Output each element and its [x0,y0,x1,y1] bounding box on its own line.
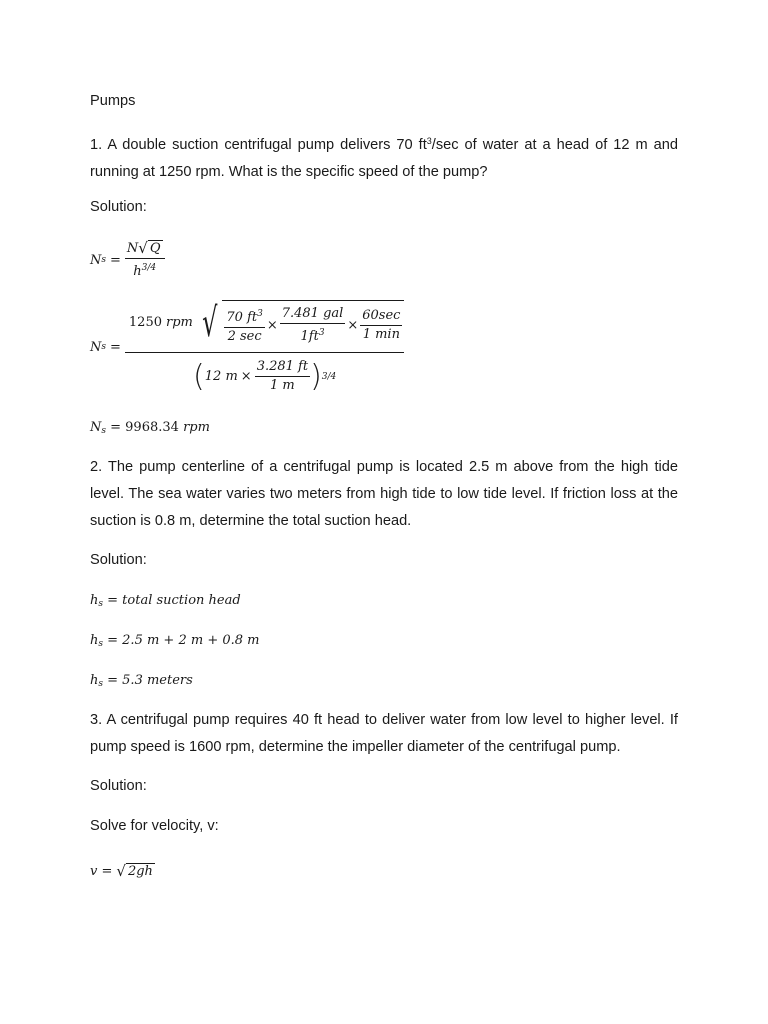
times-sign: × [266,317,278,333]
time-num: 60sec [360,308,402,326]
sqrt-symbol: √ 2gh [116,862,153,880]
eq-unit: rpm [183,420,210,435]
problem-2-equation-1 [90,587,241,618]
eq-lhs-sub: s [101,254,106,265]
eq-lhs: h [90,673,99,688]
problem-1-equation-1 [90,240,165,280]
eq-big-fraction [125,300,405,394]
problem-1-equation-3 [90,414,210,445]
sqrt-symbol: √ Q [138,239,161,257]
eq-lhs-sub: s [98,639,103,649]
fraction-flow [224,306,264,345]
problem-3-solution-label: Solution: [90,778,147,794]
eq-sign: = [110,339,121,355]
eq-rhs: = 2.5 m + 2 m + 0.8 m [107,633,260,648]
eq-lhs-sub: s [101,341,106,352]
eq-lhs: N [90,339,102,355]
eq-rhs: = 9968.34 [110,420,179,435]
problem-2-statement: 2. The pump centerline of a centrifugal pump is located 2.5 m above from the high tide level. The sea water varies two meters from high tide to low tide level. If friction loss at the suction is 0.8 m, determine the total suction head. [90,459,678,529]
problem-3-statement: 3. A centrifugal pump requires 40 ft head to deliver water from low level to higher level. If pump speed is 1600 rpm, determine the impeller diameter of the centrifugal pump. [90,712,678,755]
eq-denominator: h [133,264,142,279]
head-value: 12 m [204,368,238,384]
eq-lhs-sub: s [98,679,103,689]
time-den: 1 min [362,327,400,342]
eq-lhs: N [90,252,102,268]
eq-radicand: Q [149,241,161,256]
sqrt-symbol: √ $\frac{70 ft^3}{2 \sec}$ × $\frac{\text{7.481 gal}}{1ft^3}$ × $\frac{60\sec}{1 \min}$ [197,300,405,346]
flow-num: 70 ft [226,310,258,325]
problem-1-equation-2 [90,300,404,394]
eq-lhs-sub: s [101,426,106,436]
flow-den: 2 sec [227,329,262,344]
times-sign: × [347,317,359,333]
times-sign: × [240,368,252,384]
eq-rhs: = 5.3 meters [107,673,193,688]
flow-num-exp: 3 [257,309,263,319]
gal-num: 7.481 gal [280,306,346,324]
eq-lhs: h [90,633,99,648]
paren-exponent: 3/4 [321,371,337,382]
eq-rhs: = total suction head [107,593,241,608]
gal-den: 1ft [300,329,319,344]
close-paren: ) [310,358,322,394]
eq-radicand: 2gh [127,864,153,879]
open-paren: ( [193,358,205,394]
eq-fraction [125,240,165,280]
eq-lhs: N [90,420,102,435]
problem-3-equation-1 [90,858,155,885]
ft-num: 3.281 ft [255,359,310,377]
problem-1-statement [90,128,678,186]
eq-lhs: v = [90,864,113,879]
problem-1-text-sup: 3 [426,136,432,146]
page-title: Pumps [90,93,136,109]
eq-denominator-exp: 3/4 [141,263,157,273]
eq-sign: = [110,252,121,268]
eq-coefficient: 1250 [128,315,162,330]
m-den: 1 m [270,378,295,393]
problem-2-equation-2 [90,627,259,658]
fraction-ft-per-m [255,359,310,394]
eq-lhs: h [90,593,99,608]
problem-2-equation-3 [90,667,193,698]
problem-1-solution-label: Solution: [90,199,147,215]
problem-3-solve-text: Solve for velocity, v: [90,818,219,834]
eq-lhs-sub: s [98,599,103,609]
eq-numerator: N [126,241,139,256]
gal-den-exp: 3 [318,328,325,338]
fraction-time [360,308,402,343]
problem-1-text-a: 1. A double suction centrifugal pump delivers 70 ft [90,137,427,153]
eq-coefficient-unit: rpm [166,315,193,330]
problem-1-text-b: /sec of water at a head of 12 m and running at 1250 rpm. What is the specific speed of the pump? [90,137,678,180]
problem-2-solution-label: Solution: [90,552,147,568]
fraction-gal [280,306,346,345]
